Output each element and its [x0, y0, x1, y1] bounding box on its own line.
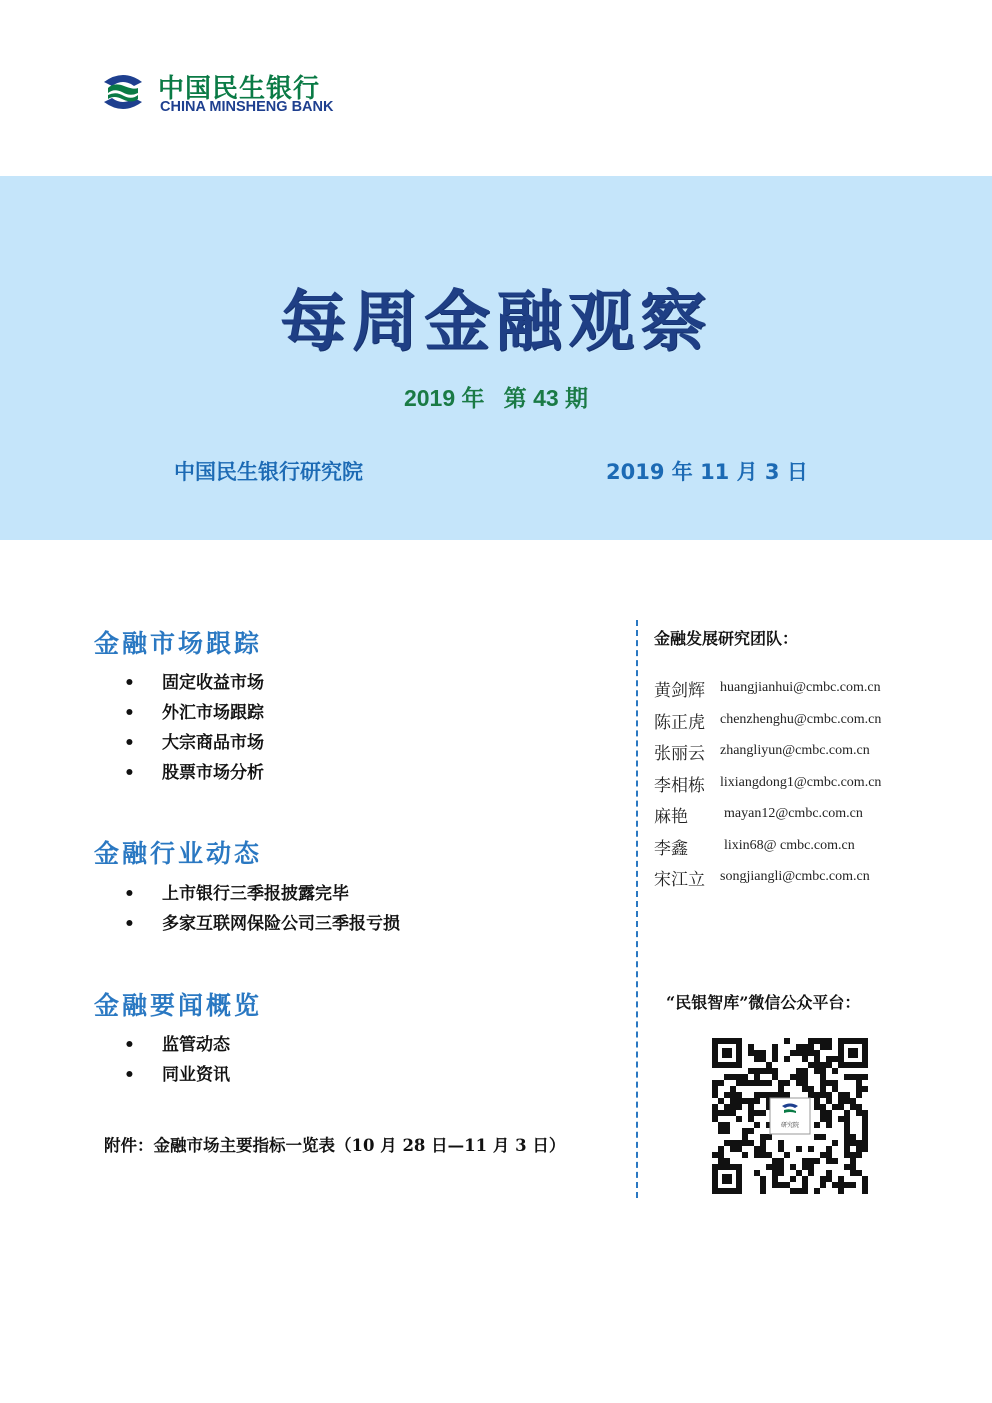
list-item: • 外汇市场跟踪	[124, 698, 264, 728]
member-email: songjiangli@cmbc.com.cn	[720, 869, 870, 884]
team-title: 金融发展研究团队：	[654, 629, 799, 648]
bullet-icon: •	[124, 1065, 135, 1085]
member-email: chenzhenghu@cmbc.com.cn	[720, 711, 882, 727]
wechat-platform-title: “民银智库”微信公众平台：	[666, 993, 861, 1012]
list-item: • 多家互联网保险公司三季报亏损	[124, 909, 400, 939]
report-title: 每周金融观察	[280, 282, 712, 360]
section-heading-market-tracking: 金融市场跟踪	[94, 629, 263, 658]
logo-name-cn: 中国民生银行	[158, 74, 321, 104]
member-email: mayan12@cmbc.com.cn	[724, 806, 863, 821]
member-name: 李相栋	[654, 775, 705, 796]
list-item: • 股票市场分析	[124, 758, 264, 788]
member-name: 张丽云	[654, 744, 705, 764]
member-name: 陈正虎	[654, 712, 705, 733]
bullet-icon: •	[124, 733, 135, 753]
section-heading-industry-news: 金融行业动态	[94, 839, 263, 868]
bullet-icon: •	[124, 914, 135, 934]
member-name: 李鑫	[654, 838, 688, 859]
bullet-icon: •	[124, 1035, 135, 1055]
logo-name-en: CHINA MINSHENG BANK	[160, 99, 334, 115]
member-name: 宋江立	[654, 870, 705, 890]
list-item: • 同业资讯	[124, 1060, 230, 1090]
member-email: lixiangdong1@cmbc.com.cn	[720, 774, 882, 790]
minsheng-logo-icon	[94, 66, 152, 118]
qr-code-icon	[710, 1036, 870, 1196]
member-name: 麻艳	[654, 807, 688, 827]
list-item: • 大宗商品市场	[124, 728, 264, 758]
bullet-icon: •	[124, 673, 135, 693]
news-overview-list	[124, 1030, 230, 1090]
section-heading-news-overview: 金融要闻概览	[94, 991, 263, 1020]
bullet-icon: •	[124, 763, 135, 783]
industry-news-list	[124, 879, 400, 939]
list-item: • 固定收益市场	[124, 668, 264, 698]
issue-number: 2019 年 第 43 期	[403, 385, 589, 411]
bullet-icon: •	[124, 703, 135, 723]
column-divider	[636, 620, 638, 1198]
institute-name: 中国民生银行研究院	[174, 460, 363, 484]
member-name: 黄剑辉	[654, 681, 705, 701]
publish-date: 2019 年 11 月 3 日	[606, 460, 808, 484]
appendix-note: 附件：金融市场主要指标一览表（10 月 28 日—11 月 3 日）	[104, 1136, 566, 1155]
member-email: huangjianhui@cmbc.com.cn	[720, 680, 881, 695]
member-email: lixin68@ cmbc.com.cn	[724, 837, 855, 853]
bullet-icon: •	[124, 884, 135, 904]
bank-logo	[94, 66, 384, 122]
list-item: • 监管动态	[124, 1030, 230, 1060]
member-email: zhangliyun@cmbc.com.cn	[720, 743, 870, 758]
list-item: • 上市银行三季报披露完毕	[124, 879, 400, 909]
qr-center-label: 研究院	[780, 1122, 800, 1129]
market-tracking-list	[124, 668, 264, 788]
